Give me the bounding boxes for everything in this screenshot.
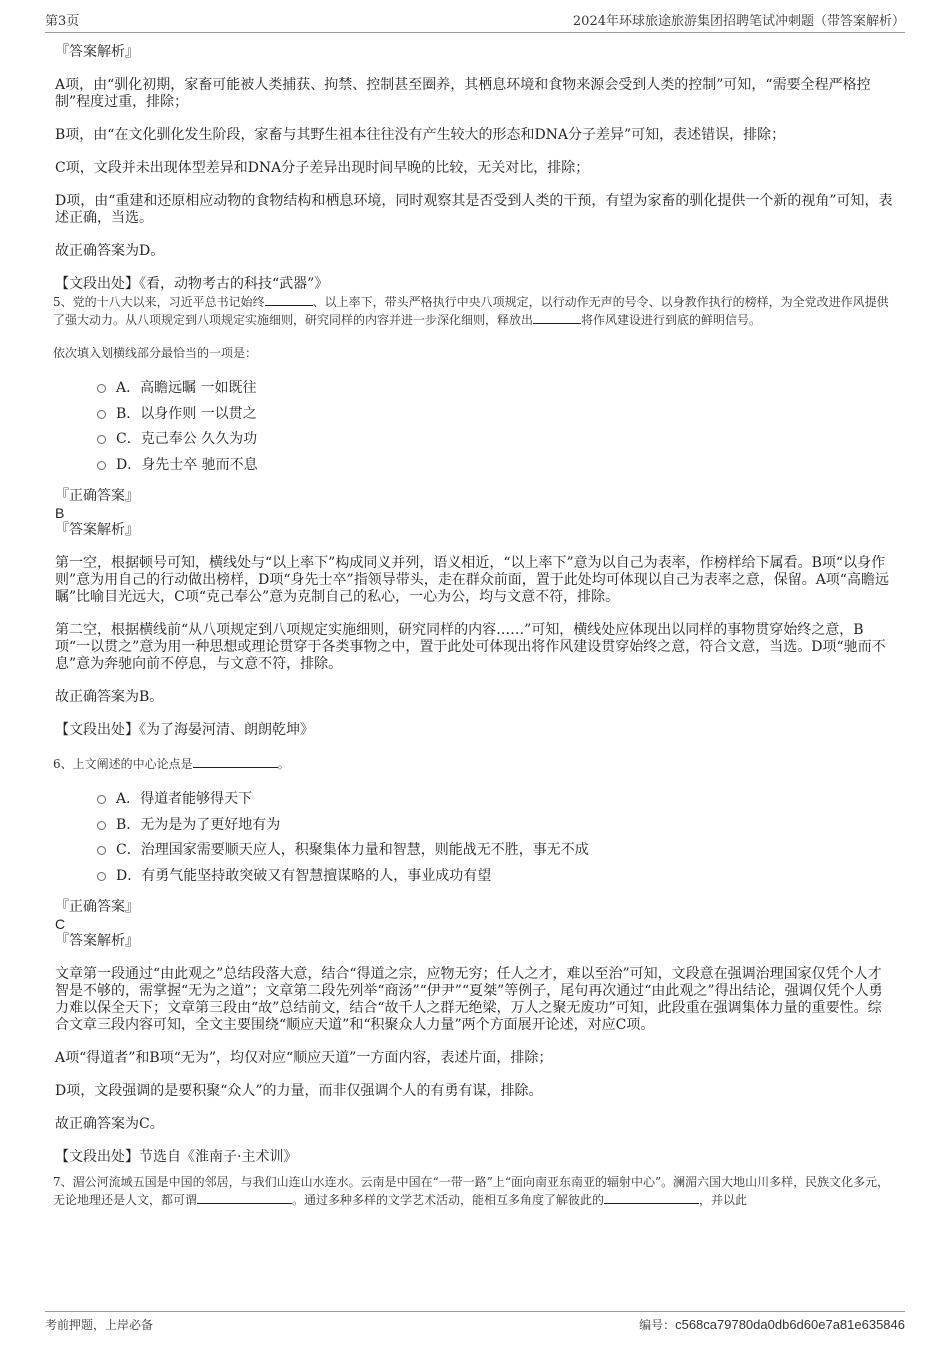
q4-source: 【文段出处】《看，动物考古的科技“武器”》 bbox=[55, 276, 329, 292]
radio-icon[interactable] bbox=[97, 384, 106, 393]
blank-line bbox=[533, 311, 581, 324]
page-number: 第3页 bbox=[45, 14, 80, 29]
q5-conclusion: 故正确答案为B。 bbox=[55, 689, 164, 705]
page-content bbox=[55, 44, 895, 1209]
option-a[interactable]: A．得道者能够得天下 bbox=[97, 787, 895, 813]
answer-title: 『正确答案』 bbox=[55, 488, 139, 504]
q5-analysis-1: 第一空，根据顿号可知，横线处与“以上率下”构成同义并列，语义相近，“以上率下”意为以自己为表率，作榜样给下属看。B项“以身作则”意为用自己的行动做出榜样，D项“身先士卒”指领导带头，走在群众前面，置于此处均可体现以自己为表率之意，保留。A项“高瞻远瞩”比喻目光远大，C项“克己奉公”意为克制自己的私心，一心为公，均与文意不符，排除。 bbox=[55, 555, 889, 605]
document-code: 编号：c568ca79780da0db6d60e7a81e635846 bbox=[639, 1316, 905, 1332]
radio-icon[interactable] bbox=[97, 821, 106, 830]
analysis-title: 『答案解析』 bbox=[55, 933, 139, 949]
page-header bbox=[45, 10, 905, 33]
q5-options bbox=[97, 376, 895, 478]
q4-analysis-a: A项，由“驯化初期，家畜可能被人类捕获、拘禁、控制甚至圈养，其栖息环境和食物来源会受到人类的控制”可知，“需要全程严格控制”程度过重，排除； bbox=[55, 77, 871, 110]
correct-answer: C bbox=[55, 916, 66, 932]
blank-line bbox=[197, 1191, 292, 1204]
q4-analysis-c: C项，文段并未出现体型差异和DNA分子差异出现时间早晚的比较，无关对比，排除； bbox=[55, 160, 590, 176]
question-6: 6、上文阐述的中心论点是 。 bbox=[53, 757, 290, 771]
question-7: 7、湄公河流域五国是中国的邻居，与我们山连山水连水。云南是中国在“一带一路”上“面向南亚东南亚的辐射中心”。澜湄六国大地山川多样，民族文化多元，无论地理还是人文，都可谓 。通过多种多样的文学艺术活动，能相互多角度了解彼此的 ，并以此 bbox=[53, 1175, 890, 1207]
document-title: 2024年环球旅途旅游集团招聘笔试冲刺题（带答案解析） bbox=[572, 14, 905, 29]
q4-conclusion: 故正确答案为D。 bbox=[55, 243, 165, 259]
radio-icon[interactable] bbox=[97, 461, 106, 470]
radio-icon[interactable] bbox=[97, 846, 106, 855]
analysis-title: 『答案解析』 bbox=[55, 44, 139, 60]
q4-analysis-d: D项，由“重建和还原相应动物的食物结构和栖息环境，同时观察其是否受到人类的干预，有望为家畜的驯化提供一个新的视角”可知，表述正确，当选。 bbox=[55, 193, 893, 226]
q6-conclusion: 故正确答案为C。 bbox=[55, 1116, 164, 1132]
blank-line bbox=[193, 755, 278, 768]
q6-analysis-1: 文章第一段通过“由此观之”总结段落大意，结合“得道之宗，应物无穷；任人之才，难以至治”可知，文段意在强调治理国家仅凭个人才智是不够的，需掌握“无为之道”；文章第二段先列举“商汤”“伊尹”“夏桀”等例子，尾句再次通过“由此观之”得出结论，强调仅凭个人勇力难以保全天下；文章第三段由“故”总结前文，结合“故千人之群无绝梁，万人之聚无废功”可知，此段重在强调集体力量的重要性。综合文章三段内容可知，全文主要围绕“顺应天道”和“积聚众人力量”两个方面展开论述，对应C项。 bbox=[55, 966, 883, 1033]
q5-analysis-2: 第二空，根据横线前“从八项规定到八项规定实施细则，研究同样的内容……”可知，横线处应体现出以同样的事物贯穿始终之意，B项“一以贯之”意为用一种思想或理论贯穿于各类事物之中，置于此处可体现出将作风建设贯穿始终之意，符合文意，当选。D项“驰而不息”意为奔驰向前不停息，与文意不符，排除。 bbox=[55, 622, 886, 672]
q5-source: 【文段出处】《为了海晏河清、朗朗乾坤》 bbox=[55, 722, 314, 738]
q4-analysis-b: B项，由“在文化驯化发生阶段，家畜与其野生祖本往往没有产生较大的形态和DNA分子差异”可知，表述错误，排除； bbox=[55, 127, 786, 143]
answer-title: 『正确答案』 bbox=[55, 899, 139, 915]
footer-slogan: 考前押题，上岸必备 bbox=[45, 1317, 154, 1332]
blank-line bbox=[265, 293, 313, 306]
radio-icon[interactable] bbox=[97, 435, 106, 444]
question-5-prompt: 依次填入划横线部分最恰当的一项是： bbox=[53, 346, 258, 360]
option-d[interactable]: D．身先士卒 驰而不息 bbox=[97, 453, 895, 479]
correct-answer: B bbox=[55, 505, 65, 521]
option-b[interactable]: B．以身作则 一以贯之 bbox=[97, 402, 895, 428]
option-a[interactable]: A．高瞻远瞩 一如既往 bbox=[97, 376, 895, 402]
q6-source: 【文段出处】节选自《淮南子·主术训》 bbox=[55, 1149, 298, 1165]
radio-icon[interactable] bbox=[97, 795, 106, 804]
radio-icon[interactable] bbox=[97, 872, 106, 881]
blank-line bbox=[604, 1191, 699, 1204]
option-c[interactable]: C．治理国家需要顺天应人，积聚集体力量和智慧，则能战无不胜，事无不成 bbox=[97, 838, 895, 864]
question-5: 5、党的十八大以来，习近平总书记始终 、以上率下，带头严格执行中央八项规定，以行动作无声的号令、以身教作执行的榜样，为全党改进作风提供了强大动力。从八项规定到八项规定实施细则，研究同样的内容并进一步深化细则，释放出 将作风建设进行到底的鲜明信号。 bbox=[53, 295, 889, 327]
analysis-title: 『答案解析』 bbox=[55, 522, 139, 538]
option-b[interactable]: B．无为是为了更好地有为 bbox=[97, 813, 895, 839]
q6-analysis-3: D项，文段强调的是要积聚“众人”的力量，而非仅强调个人的有勇有谋，排除。 bbox=[55, 1083, 543, 1099]
radio-icon[interactable] bbox=[97, 410, 106, 419]
q6-analysis-2: A项“得道者”和B项“无为”，均仅对应“顺应天道”一方面内容，表述片面，排除； bbox=[55, 1050, 553, 1066]
option-c[interactable]: C．克己奉公 久久为功 bbox=[97, 427, 895, 453]
option-d[interactable]: D．有勇气能坚持敢突破又有智慧擅谋略的人，事业成功有望 bbox=[97, 864, 895, 890]
q6-options bbox=[97, 787, 895, 889]
page-footer bbox=[45, 1311, 905, 1336]
